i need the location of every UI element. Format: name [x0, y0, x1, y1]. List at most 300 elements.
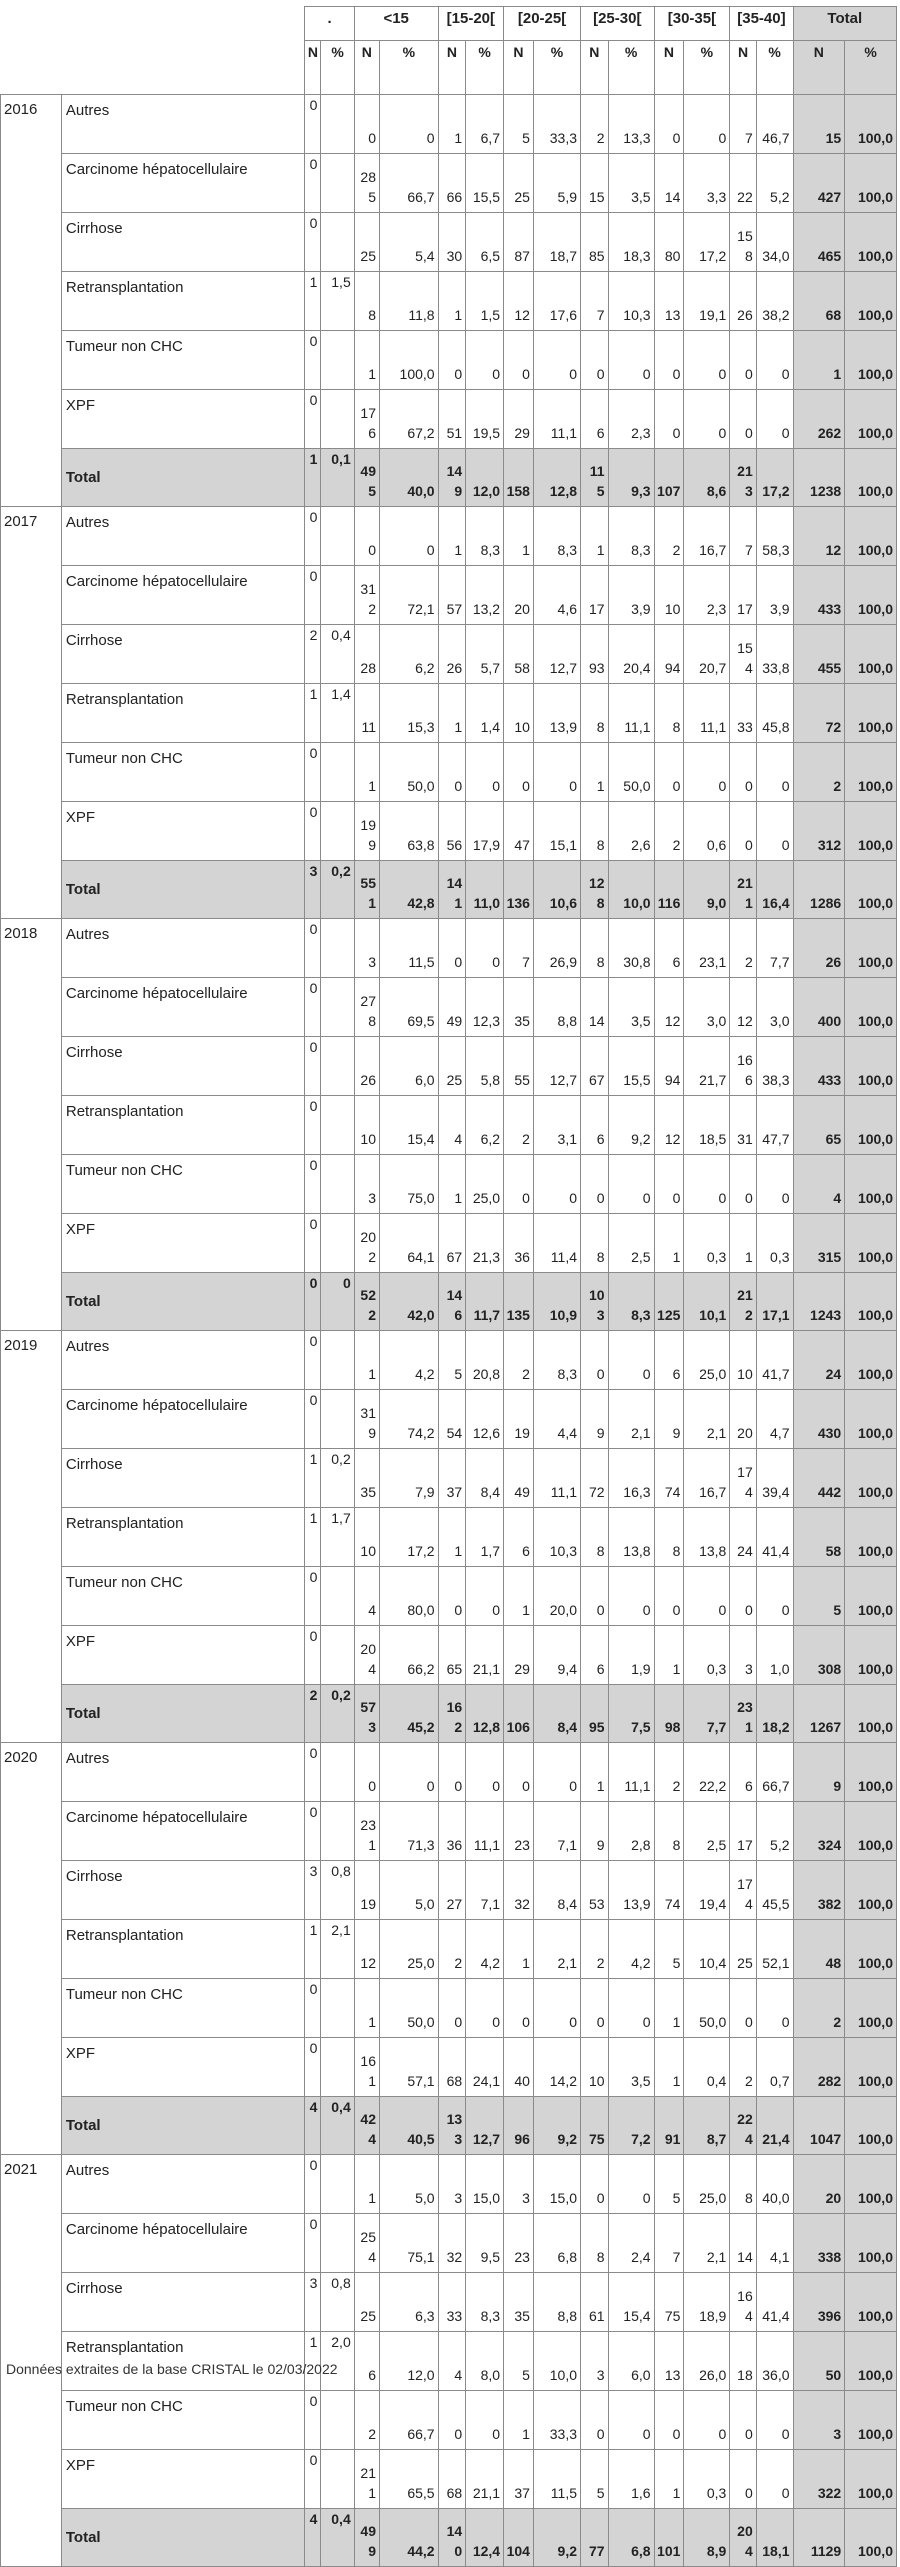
percent-cell: 57,1	[380, 2038, 439, 2097]
table-row	[1, 2038, 897, 2097]
count-cell: 1047	[793, 2097, 845, 2155]
count-cell: 0	[504, 1979, 534, 2038]
percent-cell: 0	[466, 331, 504, 390]
count-cell: 12	[654, 1096, 684, 1155]
count-cell: 72	[793, 684, 845, 743]
percent-cell: 33,8	[756, 625, 793, 684]
count-cell: 1286	[793, 861, 845, 919]
percent-cell: 8,3	[608, 1273, 654, 1331]
percent-cell: 75,1	[380, 2214, 439, 2273]
count-cell: 5	[654, 1920, 684, 1979]
percent-cell: 0	[533, 743, 580, 802]
percent-cell: 66,2	[380, 1626, 439, 1685]
count-cell: 23	[504, 2214, 534, 2273]
percent-cell: 0,2	[321, 1449, 354, 1508]
count-cell: 0	[438, 331, 466, 390]
percent-cell: 16,3	[608, 1449, 654, 1508]
category-label: Carcinome hépatocellulaire	[61, 154, 304, 213]
age-group-header: [25-30[	[581, 7, 655, 41]
count-cell: 0	[504, 1155, 534, 1214]
percent-cell: 100,0	[845, 625, 897, 684]
percent-cell: 15,0	[533, 2155, 580, 2214]
percent-cell: 5,8	[466, 1037, 504, 1096]
count-cell: 211	[354, 2450, 379, 2509]
count-cell: 6	[654, 1331, 684, 1390]
percent-cell: 20,8	[466, 1331, 504, 1390]
percent-cell: 0	[756, 743, 793, 802]
count-cell: 20	[793, 2155, 845, 2214]
percent-cell: 41,4	[756, 1508, 793, 1567]
percent-cell: 0	[756, 2450, 793, 2509]
percent-cell: 6,8	[533, 2214, 580, 2273]
sub-header-pct: %	[756, 41, 793, 95]
percent-cell: 67,2	[380, 390, 439, 449]
percent-cell: 7,1	[533, 1802, 580, 1861]
percent-cell	[321, 95, 354, 154]
count-cell: 0	[581, 1567, 609, 1626]
count-cell: 4	[305, 2509, 321, 2567]
count-cell: 0	[305, 2391, 321, 2450]
count-cell: 80	[654, 213, 684, 272]
percent-cell: 20,4	[608, 625, 654, 684]
count-cell: 2	[504, 1096, 534, 1155]
percent-cell: 12,0	[380, 2332, 439, 2391]
count-cell: 204	[354, 1626, 379, 1685]
percent-cell: 7,1	[466, 1861, 504, 1920]
percent-cell: 45,5	[756, 1861, 793, 1920]
percent-cell: 11,1	[533, 390, 580, 449]
count-cell: 23	[504, 1802, 534, 1861]
count-cell: 25	[504, 154, 534, 213]
sub-header-pct: %	[321, 41, 354, 95]
sub-header-pct: %	[684, 41, 730, 95]
percent-cell: 100,0	[845, 1096, 897, 1155]
count-cell: 17	[730, 1802, 756, 1861]
percent-cell: 0	[466, 2391, 504, 2450]
count-cell: 2	[438, 1920, 466, 1979]
count-cell: 10	[654, 566, 684, 625]
count-cell: 49	[438, 978, 466, 1037]
table-row	[1, 1155, 897, 1214]
percent-cell: 100,0	[845, 1802, 897, 1861]
count-cell: 115	[581, 449, 609, 507]
count-cell: 0	[654, 1155, 684, 1214]
sub-header-n: N	[730, 41, 756, 95]
count-cell: 35	[504, 978, 534, 1037]
count-cell: 2	[354, 2391, 379, 2450]
count-cell: 2	[504, 1331, 534, 1390]
table-row	[1, 1331, 897, 1390]
count-cell: 29	[504, 390, 534, 449]
category-label: Autres	[61, 2155, 304, 2214]
percent-cell: 13,9	[608, 1861, 654, 1920]
total-row	[1, 2097, 897, 2155]
percent-cell: 2,1	[684, 2214, 730, 2273]
count-cell: 2	[793, 1979, 845, 2038]
percent-cell: 5,4	[380, 213, 439, 272]
count-cell: 0	[581, 2155, 609, 2214]
percent-cell: 50,0	[380, 743, 439, 802]
count-cell: 254	[354, 2214, 379, 2273]
percent-cell: 5,2	[756, 1802, 793, 1861]
percent-cell: 3,5	[608, 978, 654, 1037]
percent-cell: 8,0	[466, 2332, 504, 2391]
count-cell: 495	[354, 449, 379, 507]
count-cell: 1	[438, 684, 466, 743]
count-cell: 10	[730, 1331, 756, 1390]
percent-cell: 11,1	[608, 684, 654, 743]
age-group-header: <15	[354, 7, 438, 41]
percent-cell: 8,4	[466, 1449, 504, 1508]
count-cell: 7	[504, 919, 534, 978]
percent-cell: 6,8	[608, 2509, 654, 2567]
count-cell: 0	[354, 1743, 379, 1802]
count-cell: 29	[504, 1626, 534, 1685]
count-cell: 0	[305, 1567, 321, 1626]
percent-cell: 2,1	[533, 1920, 580, 1979]
count-cell: 400	[793, 978, 845, 1037]
percent-cell	[321, 743, 354, 802]
count-cell: 66	[438, 154, 466, 213]
percent-cell	[321, 1802, 354, 1861]
percent-cell: 7,9	[380, 1449, 439, 1508]
percent-cell: 15,3	[380, 684, 439, 743]
count-cell: 8	[654, 1802, 684, 1861]
percent-cell: 7,5	[608, 1685, 654, 1743]
percent-cell: 6,5	[466, 213, 504, 272]
count-cell: 47	[504, 802, 534, 861]
category-label: Tumeur non CHC	[61, 743, 304, 802]
percent-cell: 13,9	[533, 684, 580, 743]
percent-cell: 7,7	[684, 1685, 730, 1743]
count-cell: 0	[305, 390, 321, 449]
percent-cell: 100,0	[845, 1214, 897, 1273]
percent-cell: 4,1	[756, 2214, 793, 2273]
table-row	[1, 2450, 897, 2509]
count-cell: 10	[504, 684, 534, 743]
sub-header-n: N	[305, 41, 321, 95]
count-cell: 0	[305, 1802, 321, 1861]
percent-cell: 3,3	[684, 154, 730, 213]
count-cell: 1	[354, 331, 379, 390]
count-cell: 0	[730, 1155, 756, 1214]
percent-cell: 9,2	[533, 2097, 580, 2155]
percent-cell: 34,0	[756, 213, 793, 272]
percent-cell: 100,0	[845, 861, 897, 919]
percent-cell: 100,0	[845, 507, 897, 566]
table-row	[1, 743, 897, 802]
percent-cell: 10,3	[608, 272, 654, 331]
percent-cell: 15,0	[466, 2155, 504, 2214]
count-cell: 37	[504, 2450, 534, 2509]
count-cell: 0	[305, 1743, 321, 1802]
count-cell: 2	[305, 1685, 321, 1743]
count-cell: 164	[730, 2273, 756, 2332]
count-cell: 0	[305, 1626, 321, 1685]
count-cell: 1	[438, 507, 466, 566]
percent-cell: 100,0	[845, 1567, 897, 1626]
count-cell: 96	[504, 2097, 534, 2155]
count-cell: 6	[730, 1743, 756, 1802]
count-cell: 455	[793, 625, 845, 684]
percent-cell: 100,0	[845, 2509, 897, 2567]
percent-cell: 100,0	[845, 95, 897, 154]
percent-cell: 0	[684, 1155, 730, 1214]
percent-cell: 100,0	[845, 1273, 897, 1331]
count-cell: 17	[581, 566, 609, 625]
count-cell: 75	[654, 2273, 684, 2332]
percent-cell: 0	[756, 2391, 793, 2450]
category-label: Cirrhose	[61, 1037, 304, 1096]
count-cell: 158	[504, 449, 534, 507]
percent-cell: 11,1	[608, 1743, 654, 1802]
percent-cell: 2,3	[684, 566, 730, 625]
count-cell: 8	[354, 272, 379, 331]
percent-cell	[321, 2214, 354, 2273]
percent-cell: 10,4	[684, 1920, 730, 1979]
percent-cell: 11,5	[533, 2450, 580, 2509]
percent-cell: 100,0	[845, 1626, 897, 1685]
count-cell: 25	[438, 1037, 466, 1096]
count-cell: 285	[354, 154, 379, 213]
percent-cell: 66,7	[380, 154, 439, 213]
count-cell: 33	[730, 684, 756, 743]
count-cell: 19	[354, 1861, 379, 1920]
count-cell: 68	[438, 2450, 466, 2509]
count-cell: 499	[354, 2509, 379, 2567]
table-row	[1, 390, 897, 449]
percent-cell: 0	[756, 1155, 793, 1214]
count-cell: 8	[581, 919, 609, 978]
percent-cell: 8,9	[684, 2509, 730, 2567]
year-cell: 2016	[1, 95, 62, 507]
count-cell: 204	[730, 2509, 756, 2567]
percent-cell: 0	[608, 2391, 654, 2450]
percent-cell: 0	[684, 1567, 730, 1626]
count-cell: 85	[581, 213, 609, 272]
total-row	[1, 2509, 897, 2567]
percent-cell: 0	[608, 1979, 654, 2038]
percent-cell: 2,4	[608, 2214, 654, 2273]
percent-cell: 66,7	[756, 1743, 793, 1802]
count-cell: 10	[354, 1096, 379, 1155]
count-cell: 6	[581, 390, 609, 449]
percent-cell: 100,0	[845, 978, 897, 1037]
percent-cell: 0	[533, 331, 580, 390]
percent-cell	[321, 507, 354, 566]
percent-cell: 10,3	[533, 1508, 580, 1567]
count-cell: 68	[438, 2038, 466, 2097]
percent-cell: 13,2	[466, 566, 504, 625]
count-cell: 95	[581, 1685, 609, 1743]
percent-cell: 26,0	[684, 2332, 730, 2391]
percent-cell: 17,2	[684, 213, 730, 272]
percent-cell: 6,2	[380, 625, 439, 684]
count-cell: 1	[581, 743, 609, 802]
percent-cell: 0	[466, 1979, 504, 2038]
count-cell: 48	[793, 1920, 845, 1979]
percent-cell: 4,2	[466, 1920, 504, 1979]
percent-cell: 0	[756, 1567, 793, 1626]
count-cell: 573	[354, 1685, 379, 1743]
percent-cell: 71,3	[380, 1802, 439, 1861]
table-row	[1, 566, 897, 625]
percent-cell: 26,9	[533, 919, 580, 978]
percent-cell: 12,0	[466, 449, 504, 507]
percent-cell: 7,7	[756, 919, 793, 978]
percent-cell: 8,3	[533, 1331, 580, 1390]
count-cell: 154	[730, 625, 756, 684]
percent-cell: 12,8	[466, 1685, 504, 1743]
percent-cell: 20,7	[684, 625, 730, 684]
percent-cell: 12,4	[466, 2509, 504, 2567]
sub-header-pct: %	[380, 41, 439, 95]
percent-cell: 42,8	[380, 861, 439, 919]
percent-cell: 100,0	[845, 2450, 897, 2509]
percent-cell: 17,2	[756, 449, 793, 507]
percent-cell: 1,5	[466, 272, 504, 331]
percent-cell: 75,0	[380, 1155, 439, 1214]
count-cell: 1267	[793, 1685, 845, 1743]
percent-cell: 0	[684, 331, 730, 390]
category-label: Retransplantation	[61, 272, 304, 331]
percent-cell: 11,1	[684, 684, 730, 743]
count-cell: 18	[730, 2332, 756, 2391]
percent-cell: 2,6	[608, 802, 654, 861]
percent-cell: 2,0	[321, 2332, 354, 2391]
percent-cell: 16,4	[756, 861, 793, 919]
count-cell: 0	[438, 1743, 466, 1802]
year-cell: 2020	[1, 1743, 62, 2155]
count-cell: 133	[438, 2097, 466, 2155]
age-group-header: Total	[793, 7, 896, 41]
count-cell: 213	[730, 449, 756, 507]
percent-cell: 17,6	[533, 272, 580, 331]
percent-cell	[321, 1567, 354, 1626]
percent-cell: 14,2	[533, 2038, 580, 2097]
count-cell: 0	[730, 390, 756, 449]
count-cell: 0	[730, 1979, 756, 2038]
count-cell: 3	[354, 919, 379, 978]
category-label: Autres	[61, 95, 304, 154]
percent-cell	[321, 1331, 354, 1390]
count-cell: 94	[654, 625, 684, 684]
percent-cell: 1,7	[321, 1508, 354, 1567]
count-cell: 1	[305, 2332, 321, 2391]
table-row	[1, 978, 897, 1037]
percent-cell: 12,7	[466, 2097, 504, 2155]
percent-cell: 18,2	[756, 1685, 793, 1743]
category-label: XPF	[61, 1214, 304, 1273]
percent-cell: 100,0	[845, 154, 897, 213]
count-cell: 149	[438, 449, 466, 507]
count-cell: 0	[581, 1979, 609, 2038]
percent-cell: 22,2	[684, 1743, 730, 1802]
count-cell: 0	[305, 2450, 321, 2509]
year-cell: 2021	[1, 2155, 62, 2567]
percent-cell: 0,6	[684, 802, 730, 861]
count-cell: 3	[305, 1861, 321, 1920]
count-cell: 1	[305, 449, 321, 507]
count-cell: 202	[354, 1214, 379, 1273]
percent-cell: 11,7	[466, 1273, 504, 1331]
count-cell: 0	[354, 95, 379, 154]
count-cell: 14	[730, 2214, 756, 2273]
count-cell: 176	[354, 390, 379, 449]
percent-cell: 2,8	[608, 1802, 654, 1861]
count-cell: 22	[730, 154, 756, 213]
percent-cell: 41,7	[756, 1331, 793, 1390]
percent-cell	[321, 2450, 354, 2509]
count-cell: 2	[654, 1743, 684, 1802]
percent-cell: 0	[466, 743, 504, 802]
percent-cell: 18,9	[684, 2273, 730, 2332]
category-label: Cirrhose	[61, 1449, 304, 1508]
count-cell: 140	[438, 2509, 466, 2567]
percent-cell: 9,2	[608, 1096, 654, 1155]
count-cell: 6	[581, 1626, 609, 1685]
percent-cell: 12,7	[533, 625, 580, 684]
percent-cell	[321, 331, 354, 390]
count-cell: 7	[730, 507, 756, 566]
age-group-header: [20-25[	[504, 7, 581, 41]
percent-cell: 8,3	[466, 507, 504, 566]
percent-cell: 17,2	[380, 1508, 439, 1567]
count-cell: 0	[438, 919, 466, 978]
percent-cell: 0	[608, 1155, 654, 1214]
count-cell: 0	[305, 743, 321, 802]
percent-cell: 20,0	[533, 1567, 580, 1626]
age-group-header: [30-35[	[654, 7, 730, 41]
count-cell: 25	[354, 2273, 379, 2332]
category-label: Autres	[61, 507, 304, 566]
count-cell: 319	[354, 1390, 379, 1449]
count-cell: 8	[654, 684, 684, 743]
table-row	[1, 684, 897, 743]
count-cell: 12	[793, 507, 845, 566]
percent-cell: 0,4	[684, 2038, 730, 2097]
count-cell: 8	[581, 1214, 609, 1273]
percent-cell: 0	[608, 2155, 654, 2214]
percent-cell: 40,5	[380, 2097, 439, 2155]
percent-cell: 5,0	[380, 2155, 439, 2214]
percent-cell: 100,0	[845, 390, 897, 449]
percent-cell	[321, 2038, 354, 2097]
count-cell: 0	[305, 978, 321, 1037]
table-row	[1, 1449, 897, 1508]
count-cell: 106	[504, 1685, 534, 1743]
percent-cell: 4,6	[533, 566, 580, 625]
percent-cell	[321, 154, 354, 213]
count-cell: 4	[793, 1155, 845, 1214]
percent-cell: 0	[608, 1567, 654, 1626]
count-cell: 0	[654, 2391, 684, 2450]
count-cell: 174	[730, 1861, 756, 1920]
count-cell: 2	[654, 802, 684, 861]
percent-cell	[321, 1155, 354, 1214]
percent-cell: 2,1	[321, 1920, 354, 1979]
percent-cell: 4,7	[756, 1390, 793, 1449]
percent-cell: 13,8	[608, 1508, 654, 1567]
count-cell: 1129	[793, 2509, 845, 2567]
percent-cell: 44,2	[380, 2509, 439, 2567]
count-cell: 1	[305, 272, 321, 331]
count-cell: 4	[354, 1567, 379, 1626]
percent-cell: 0	[380, 95, 439, 154]
count-cell: 31	[730, 1096, 756, 1155]
percent-cell	[321, 2155, 354, 2214]
count-cell: 10	[354, 1508, 379, 1567]
